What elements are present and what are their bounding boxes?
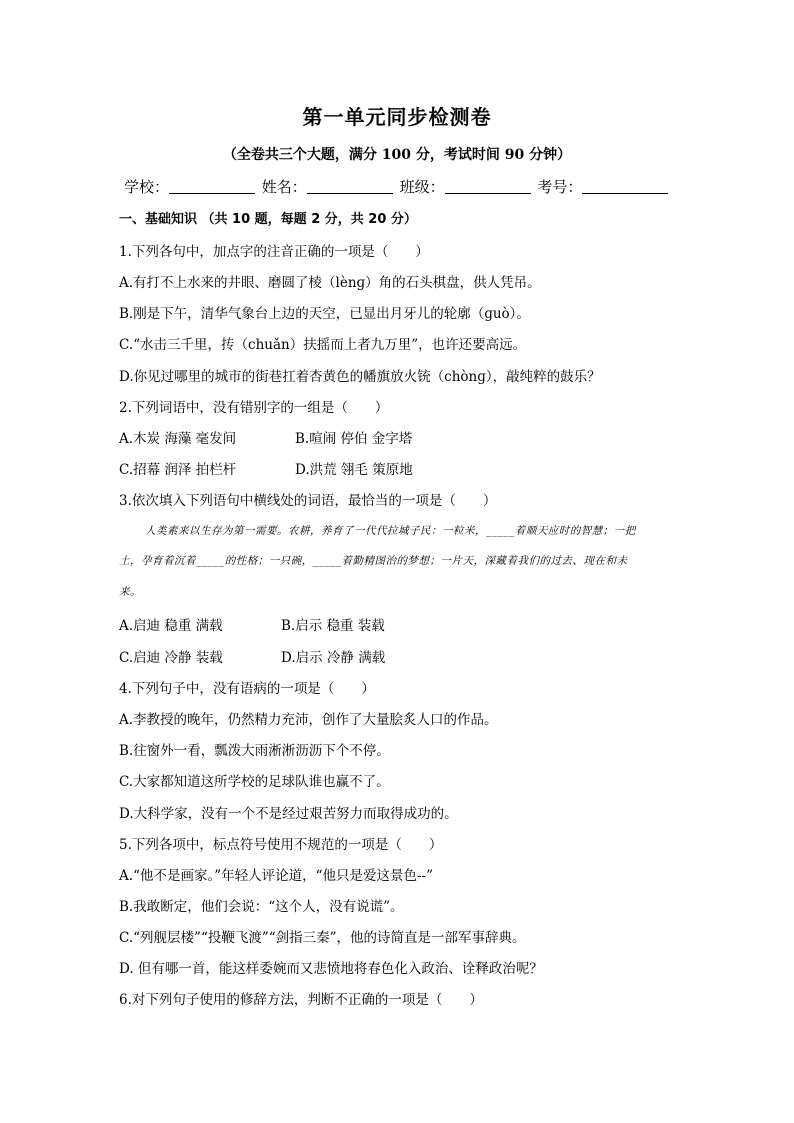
name-blank[interactable] [307,179,393,194]
q5-stem: 5.下列各项中，标点符号使用不规范的一项是（ ） [119,837,443,853]
q5-option-a: A.“他不是画家。”年轻人评论道，“他只是爱这景色--” [119,868,434,884]
q5-option-c: C.“列舰层楼”“投鞭飞渡”“剑指三秦”，他的诗简直是一部军事辞典。 [119,930,526,946]
q4-stem: 4.下列句子中，没有语病的一项是（ ） [119,681,375,697]
q3-passage-line-3: 来。 [119,586,141,598]
q2-option-a: A.木炭 海藻 毫发间 [119,431,237,447]
q2-stem: 2.下列词语中，没有错别字的一组是（ ） [119,400,389,416]
number-blank[interactable] [582,179,668,194]
class-blank[interactable] [445,179,531,194]
name-label: 姓名： [261,178,307,196]
q1-stem: 1.下列各句中，加点字的注音正确的一项是（ ） [119,244,429,260]
q3-option-c: C.启迪 冷静 装载 [119,650,223,666]
q3-passage-line-1: 人类素来以生存为第一需要。农耕，养育了一代代拉城子民：一粒米，_____着顺天应时的智慧；一把 [145,525,636,537]
q4-option-c: C.大家都知道这所学校的足球队谁也赢不了。 [119,774,390,790]
q2-option-d: D.洪荒 翎毛 策原地 [295,462,413,478]
number-label: 考号： [537,178,583,196]
school-label: 学校： [124,178,170,196]
q4-option-b: B.往窗外一看，瓢泼大雨淅淅沥沥下个不停。 [119,743,390,759]
q1-option-d: D.你见过哪里的城市的街巷扛着杏黄色的幡旗放火铳（chònɡ），敲纯粹的鼓乐？ [119,369,601,385]
q3-option-d: D.启示 冷静 满载 [281,650,386,666]
class-label: 班级： [399,178,445,196]
page-title: 第一单元同步检测卷 [302,105,492,129]
q4-option-d: D.大科学家，没有一个不是经过艰苦努力而取得成功的。 [119,806,458,822]
q1-option-a: A.有打不上水来的井眼、磨圆了棱（lènɡ）角的石头棋盘，供人凭吊。 [119,275,541,291]
q1-option-b: B.刚是下午，清华气象台上边的天空，已显出月牙儿的轮廓（ɡuò）。 [119,306,530,322]
q3-option-b: B.启示 稳重 装载 [281,618,385,634]
q2-option-b: B.喧闹 停伯 金字塔 [295,431,413,447]
q3-stem: 3.依次填入下列语句中横线处的词语，最恰当的一项是（ ） [119,493,497,509]
q5-option-b: B.我敢断定，他们会说：“这个人，没有说谎”。 [119,899,404,915]
q2-option-c: C.招幕 润泽 拍栏杆 [119,462,237,478]
q1-option-c: C.“水击三千里，抟（chuǎn）扶摇而上者九万里”，也许还要高远。 [119,337,527,353]
q3-passage-line-2: 土，孕育着沉着_____的性格；一只碗，_____着勤精图治的梦想；一片天，深藏着我们的过去、现在和未 [119,555,628,567]
q4-option-a: A.李教授的晚年，仍然精力充沛，创作了大量脍炙人口的作品。 [119,712,498,728]
student-info-line [124,176,684,197]
q6-stem: 6.对下列句子使用的修辞方法，判断不正确的一项是（ ） [119,992,483,1008]
section-1-heading: 一、基础知识 （共 10 题，每题 2 分，共 20 分） [119,212,417,227]
q3-option-a: A.启迪 稳重 满载 [119,618,223,634]
school-blank[interactable] [169,179,255,194]
q5-option-d: D. 但有哪一首，能这样委婉而又悲愤地将春色化入政治、诠释政治呢？ [119,961,543,977]
exam-subtitle: （全卷共三个大题，满分 100 分，考试时间 90 分钟） [222,147,572,163]
